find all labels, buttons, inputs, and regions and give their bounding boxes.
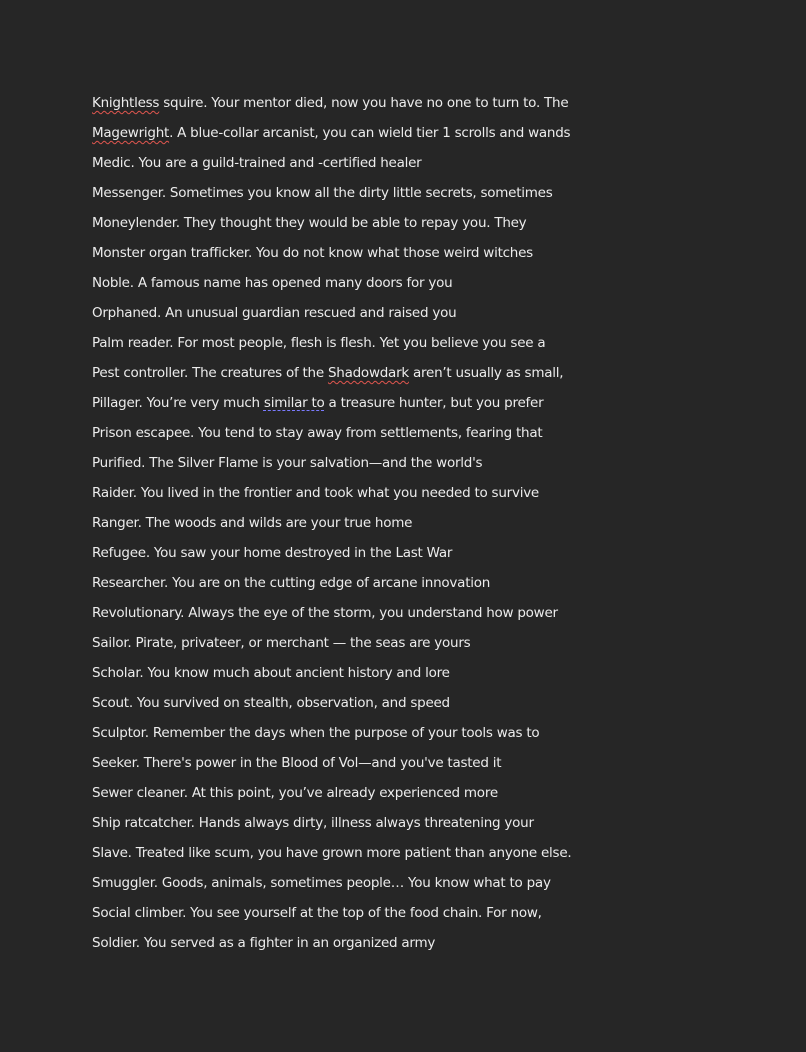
- text-line[interactable]: [92, 88, 752, 118]
- text-line[interactable]: [92, 298, 752, 328]
- spelling-error-word[interactable]: Magewright: [92, 125, 170, 141]
- text-segment: Ranger. The woods and wilds are your true home: [92, 515, 413, 531]
- text-segment: Palm reader. For most people, flesh is flesh. Yet you believe you see a: [92, 335, 546, 351]
- text-segment: Pest controller. The creatures of the: [92, 365, 328, 381]
- text-segment: aren’t usually as small,: [408, 365, 564, 381]
- text-segment: . A blue-collar arcanist, you can wield tier 1 scrolls and wands: [169, 125, 571, 141]
- text-segment: Monster organ trafficker. You do not know what those weird witches: [92, 245, 533, 261]
- text-line[interactable]: [92, 478, 752, 508]
- text-segment: Messenger. Sometimes you know all the dirty little secrets, sometimes: [92, 185, 553, 201]
- text-segment: Slave. Treated like scum, you have grown more patient than anyone else.: [92, 845, 572, 861]
- text-line[interactable]: [92, 868, 752, 898]
- text-segment: Scout. You survived on stealth, observation, and speed: [92, 695, 450, 711]
- text-segment: Medic. You are a guild-trained and -certified healer: [92, 155, 422, 171]
- text-segment: a treasure hunter, but you prefer: [324, 395, 544, 411]
- text-line[interactable]: [92, 688, 752, 718]
- text-line[interactable]: [92, 268, 752, 298]
- text-line[interactable]: [92, 658, 752, 688]
- text-line[interactable]: [92, 538, 752, 568]
- text-line[interactable]: [92, 928, 752, 958]
- text-segment: Purified. The Silver Flame is your salvation—and the world's: [92, 455, 483, 471]
- text-line[interactable]: [92, 838, 752, 868]
- text-segment: Raider. You lived in the frontier and took what you needed to survive: [92, 485, 539, 501]
- text-segment: Soldier. You served as a fighter in an organized army: [92, 935, 436, 951]
- text-line[interactable]: [92, 208, 752, 238]
- text-line[interactable]: [92, 328, 752, 358]
- text-segment: Sculptor. Remember the days when the purpose of your tools was to: [92, 725, 540, 741]
- text-line[interactable]: [92, 898, 752, 928]
- text-line[interactable]: [92, 388, 752, 418]
- document-body[interactable]: [92, 88, 752, 958]
- text-line[interactable]: [92, 808, 752, 838]
- spelling-error-word[interactable]: Knightless: [92, 95, 160, 111]
- text-segment: Sailor. Pirate, privateer, or merchant — the seas are yours: [92, 635, 471, 651]
- text-line[interactable]: [92, 238, 752, 268]
- text-line[interactable]: [92, 118, 752, 148]
- text-segment: Orphaned. An unusual guardian rescued and raised you: [92, 305, 457, 321]
- text-segment: Sewer cleaner. At this point, you’ve already experienced more: [92, 785, 498, 801]
- text-line[interactable]: [92, 778, 752, 808]
- text-segment: Refugee. You saw your home destroyed in the Last War: [92, 545, 453, 561]
- text-line[interactable]: [92, 418, 752, 448]
- text-segment: squire. Your mentor died, now you have no one to turn to. The: [159, 95, 569, 111]
- text-segment: Prison escapee. You tend to stay away from settlements, fearing that: [92, 425, 543, 441]
- spelling-error-word[interactable]: Shadowdark: [327, 365, 409, 381]
- text-segment: Moneylender. They thought they would be able to repay you. They: [92, 215, 527, 231]
- text-segment: Researcher. You are on the cutting edge of arcane innovation: [92, 575, 491, 591]
- text-segment: Social climber. You see yourself at the top of the food chain. For now,: [92, 905, 542, 921]
- text-segment: Pillager. You’re very much: [92, 395, 264, 411]
- text-line[interactable]: [92, 718, 752, 748]
- text-segment: Noble. A famous name has opened many doors for you: [92, 275, 453, 291]
- text-segment: Scholar. You know much about ancient history and lore: [92, 665, 450, 681]
- text-line[interactable]: [92, 358, 752, 388]
- text-line[interactable]: [92, 598, 752, 628]
- text-line[interactable]: [92, 148, 752, 178]
- grammar-suggestion-phrase[interactable]: similar to: [263, 395, 325, 411]
- text-line[interactable]: [92, 448, 752, 478]
- text-segment: Revolutionary. Always the eye of the storm, you understand how power: [92, 605, 558, 621]
- text-segment: Smuggler. Goods, animals, sometimes people… You know what to pay: [92, 875, 551, 891]
- text-segment: Ship ratcatcher. Hands always dirty, illness always threatening your: [92, 815, 534, 831]
- text-line[interactable]: [92, 628, 752, 658]
- text-segment: Seeker. There's power in the Blood of Vol—and you've tasted it: [92, 755, 502, 771]
- text-line[interactable]: [92, 508, 752, 538]
- text-line[interactable]: [92, 568, 752, 598]
- text-line[interactable]: [92, 748, 752, 778]
- text-line[interactable]: [92, 178, 752, 208]
